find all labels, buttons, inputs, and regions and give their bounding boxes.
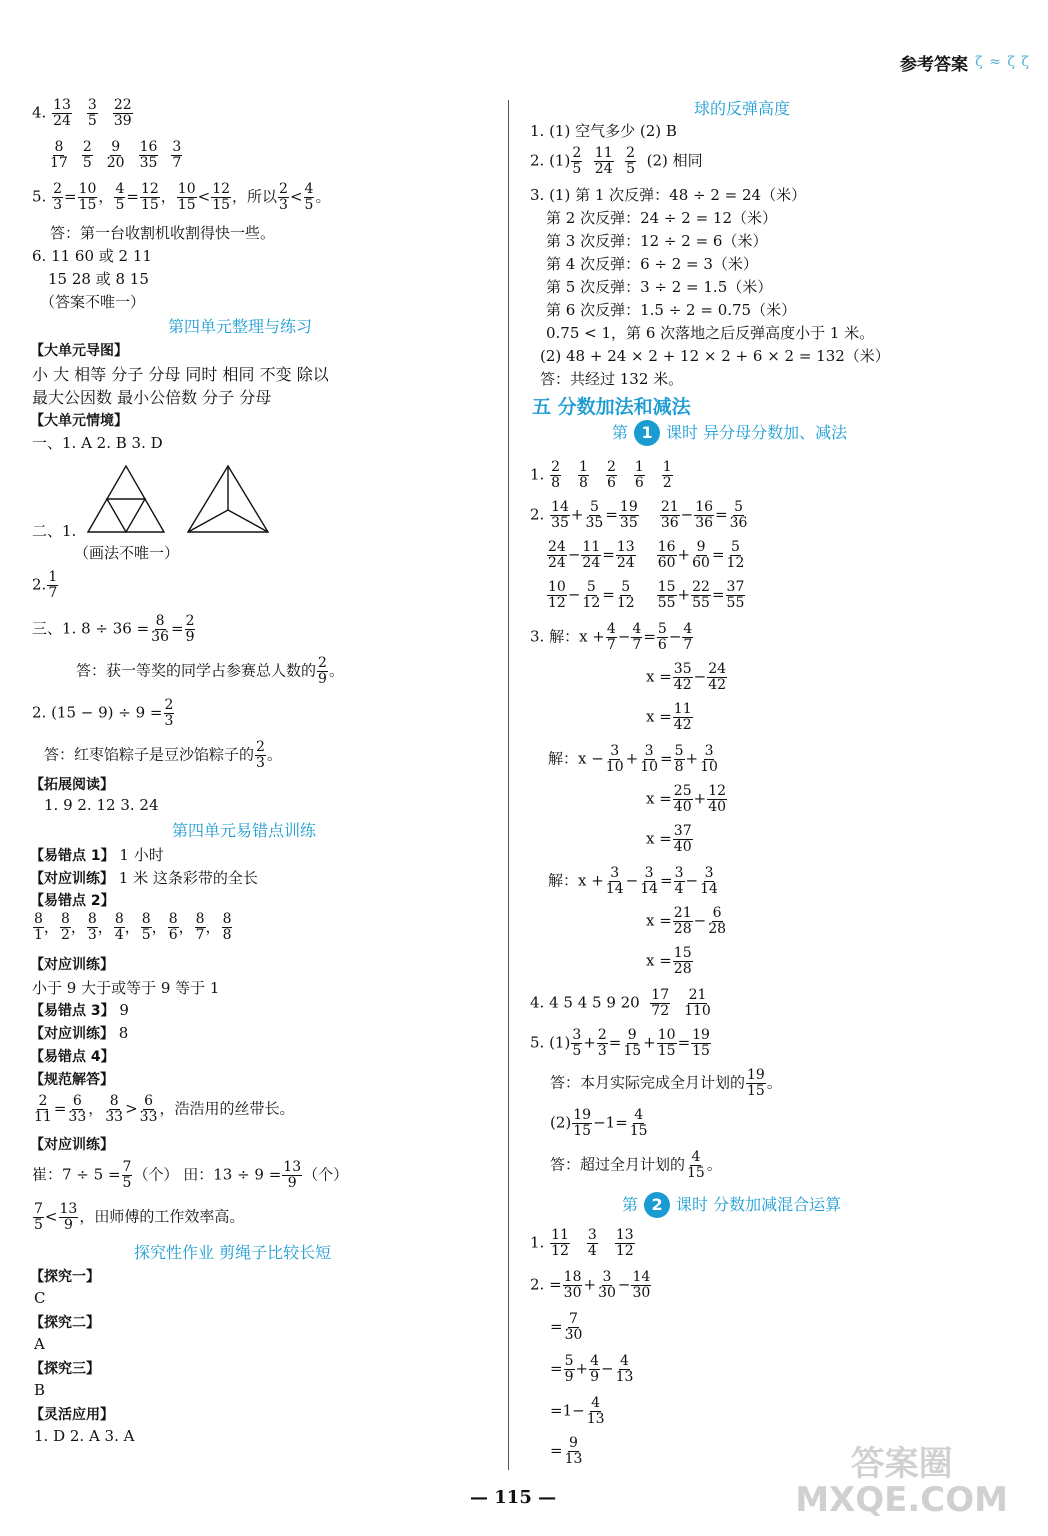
practice-2: 小于 9 大于或等于 9 等于 1 [32,979,220,997]
lesson1-q3a-step3: x = $\frac{11}{42}$ [646,701,692,733]
fraction: $\frac{3}{7}$ [172,139,182,171]
lesson1-q3c: 解：x + $\frac{3}{14}$ − $\frac{3}{14}$ = $\frac{3}{4}$ − $\frac{3}{14}$ [548,865,718,897]
left-q6-line3: （答案不唯一） [40,293,146,311]
triangle-drawings [84,462,274,536]
qingjing-1: 一、1. A 2. B 3. D [32,434,163,452]
fraction: $\frac{8}{6}$ [168,911,178,943]
lesson1-q2-row3: $\frac{10}{12}$ − $\frac{5}{12}$ = $\frac{5}{12}$ $\frac{15}{55}$ + $\frac{22}{55}$ = $\frac{37}{55}$ [548,579,745,611]
explore-2-answer: A [34,1335,45,1353]
error-point-3: 【易错点 3】 9 [30,1001,129,1019]
ball-q3-l7: (2) 48 + 24 × 2 + 12 × 2 + 6 × 2 = 132（米） [540,347,890,365]
lesson1-q5-1-answer: 答：本月实际完成全月计划的 $\frac{19}{15}$ 。 [550,1067,782,1099]
ball-q3-l0: 3. (1) 第 1 次反弹：48 ÷ 2 = 24（米） [530,186,807,204]
lesson1-q5-2: (2) $\frac{19}{15}$ −1= $\frac{4}{15}$ [550,1107,648,1139]
ball-q3-l5: 第 6 次反弹：1.5 ÷ 2 = 0.75（米） [546,301,797,319]
fraction: $\frac{8}{4}$ [114,911,124,943]
header-title: 参考答案 [900,55,968,75]
error-point-1: 【易错点 1】 1 小时 [30,846,164,864]
practice-3: 【对应训练】 8 [30,1024,129,1042]
tuozhan-answers: 1. 9 2. 12 3. 24 [44,796,159,814]
tag-daoyin: 【大单元导图】 [30,343,128,359]
daoyin-line2: 最大公因数 最小公倍数 分子 分母 [32,388,272,407]
qingjing-3-2: 2. (15 − 9) ÷ 9 = $\frac{2}{3}$ [32,697,174,729]
explore-1-answer: C [34,1289,46,1307]
tag-qingjing: 【大单元情境】 [30,413,128,429]
standard-answer: $\frac{2}{11}$ = $\frac{6}{33}$ ， $\frac{8}{33}$ > $\frac{6}{33}$ ，浩浩用的丝带长。 [34,1093,295,1125]
practice-2-tag: 【对应训练】 [30,957,114,973]
fraction: $\frac{17}{72}$ [651,987,670,1019]
qingjing-3-1-answer: 答：获一等奖的同学占参赛总人数的 $\frac{2}{9}$ 。 [76,655,344,687]
fraction: $\frac{8}{5}$ [141,911,151,943]
practice-4-compare: $\frac{7}{5}$ < $\frac{13}{9}$ ，田师傅的工作效率高。 [34,1201,245,1233]
fraction: $\frac{2}{5}$ [82,139,92,171]
qingjing-2-note: （画法不唯一） [74,544,180,562]
fraction: $\frac{13}{12}$ [615,1227,634,1259]
fraction: $\frac{22}{39}$ [113,97,132,129]
lesson1-q2-row2: $\frac{24}{24}$ − $\frac{11}{24}$ = $\frac{13}{24}$ $\frac{16}{60}$ + $\frac{9}{60}$ = $\frac{5}{12}$ [548,539,745,571]
lesson1-q5-2-answer: 答：超过全月计划的 $\frac{4}{15}$ 。 [550,1149,722,1181]
fraction: $\frac{16}{35}$ [139,139,158,171]
fraction: $\frac{1}{2}$ [662,459,672,491]
fraction: $\frac{1}{8}$ [579,459,588,491]
lesson1-q3b-step2: x = $\frac{25}{40}$ + $\frac{12}{40}$ [646,783,727,815]
ball-q3-l2: 第 3 次反弹：12 ÷ 2 = 6（米） [546,232,768,250]
ball-q3-l4: 第 5 次反弹：3 ÷ 2 = 1.5（米） [546,278,773,296]
fraction: $\frac{21}{110}$ [684,987,711,1019]
lesson2-q2-step1: 2. = $\frac{18}{30}$ + $\frac{3}{30}$ − $\frac{14}{30}$ [530,1269,651,1301]
lesson2-q2-step2: = $\frac{7}{30}$ [550,1311,583,1343]
lesson1-q2-row1: 2. $\frac{14}{35}$ + $\frac{5}{35}$ = $\frac{19}{35}$ $\frac{21}{36}$ − $\frac{16}{36}$ = $\frac{5}{36}$ [530,499,748,531]
qingjing-2-2: 2. $\frac{1}{7}$ [32,569,58,601]
lesson1-number-badge: 1 [634,420,660,446]
left-q4-row2 [48,140,194,171]
lesson1-q3c-step3: x = $\frac{15}{28}$ [646,945,692,977]
explore-1-tag: 【探究一】 [30,1269,100,1285]
lesson1-q1: 1. $\frac{2}{8}$ $\frac{1}{8}$ $\frac{2}{6}$ $\frac{1}{6}$ $\frac{1}{2}$ [530,459,672,491]
page-number: — 115 — [470,1487,557,1508]
fraction: $\frac{13}{24}$ [53,97,71,129]
practice-4-tag: 【对应训练】 [30,1137,114,1153]
fraction: $\frac{2}{6}$ [606,459,616,491]
fraction: $\frac{8}{7}$ [195,911,205,943]
lesson1-q3c-step2: x = $\frac{21}{28}$ − $\frac{6}{28}$ [646,905,727,937]
watermark: 答案圈 MXQE.COM [795,1444,1008,1520]
lesson1-q5-1: 5. (1) $\frac{3}{5}$ + $\frac{2}{3}$ = $\frac{9}{15}$ + $\frac{10}{15}$ = $\frac{19}{15}$ [530,1027,710,1059]
ball-q3-l1: 第 2 次反弹：24 ÷ 2 = 12（米） [546,209,778,227]
unit4-review-title: 第四单元整理与练习 [168,317,313,336]
ball-q3-l6: 0.75 < 1，第 6 次落地之后反弹高度小于 1 米。 [546,324,875,342]
lesson2-q2-step3: = $\frac{5}{9}$ + $\frac{4}{9}$ − $\frac{4}{13}$ [550,1353,634,1385]
fraction: $\frac{1}{6}$ [634,459,644,491]
lesson2-title: 第 2 课时 分数加减混合运算 [622,1192,841,1218]
ball-bounce-title: 球的反弹高度 [694,99,791,118]
fraction: $\frac{8}{8}$ [222,911,232,943]
practice-1: 【对应训练】 1 米 这条彩带的全长 [30,869,258,887]
explore-3-tag: 【探究三】 [30,1361,100,1377]
lesson1-q3b: 解：x − $\frac{3}{10}$ + $\frac{3}{10}$ = $\frac{5}{8}$ + $\frac{3}{10}$ [548,743,718,775]
lesson2-number-badge: 2 [644,1192,670,1218]
left-q4-row1: 4. $\frac{13}{24}$ $\frac{3}{5}$ $\frac{22}{39}$ [32,97,132,129]
lesson2-q2-step4: =1− $\frac{4}{13}$ [550,1395,605,1427]
lesson1-q4: 4. 4 5 4 5 9 20 $\frac{17}{72}$ $\frac{21}{110}$ [530,987,711,1019]
flexible-tag: 【灵活应用】 [30,1407,114,1423]
fraction: $\frac{3}{5}$ [87,97,97,129]
explore-title: 探究性作业 剪绳子比较长短 [134,1243,332,1262]
fraction: $\frac{8}{1}$ [34,911,43,943]
error-point-2: 【易错点 2】 [30,893,115,909]
fraction: $\frac{8}{3}$ [87,911,97,943]
explore-2-tag: 【探究二】 [30,1315,100,1331]
fraction: $\frac{3}{4}$ [587,1227,597,1259]
daoyin-line1: 小 大 相等 分子 分母 同时 相同 不变 除以 [32,365,329,384]
lesson2-q2-step5: = $\frac{9}{13}$ [550,1435,583,1467]
tag-tuozhan: 【拓展阅读】 [30,777,114,793]
unit4-error-title: 第四单元易错点训练 [172,821,317,840]
left-q5: 5. $\frac{2}{3}$ = $\frac{10}{15}$ ， $\frac{4}{5}$ = $\frac{12}{15}$ ， $\frac{10}{15}$ < $\frac{12}{15}$ ，所以 $\frac{2}{3}$ < $\frac{4}{5}$ 。 [32,181,331,213]
lesson1-title: 第 1 课时 异分母分数加、减法 [612,420,847,446]
fraction: $\frac{8}{17}$ [50,139,68,171]
left-q5-answer: 答：第一台收割机收割得快一些。 [50,224,276,242]
fraction: $\frac{2}{8}$ [551,459,561,491]
lesson1-q3a-step2: x = $\frac{35}{42}$ − $\frac{24}{42}$ [646,661,727,693]
header-decoration: ζ ≈ ζ ζ [975,54,1030,70]
ball-q1: 1. (1) 空气多少 (2) B [530,122,677,140]
qingjing-3-2-answer: 答：红枣馅粽子是豆沙馅粽子的 $\frac{2}{3}$ 。 [44,739,282,771]
fraction: $\frac{9}{20}$ [106,139,125,171]
left-q6-line1: 6. 11 60 或 2 11 [32,247,152,265]
ball-q2: 2. (1) $\frac{2}{5}$ $\frac{11}{24}$ $\frac{2}{5}$ (2) 相同 [530,145,703,177]
fraction: $\frac{11}{12}$ [551,1227,569,1259]
standard-answer-tag: 【规范解答】 [30,1072,114,1088]
fraction: $\frac{8}{2}$ [60,911,70,943]
lesson2-q1: 1. $\frac{11}{12}$ $\frac{3}{4}$ $\frac{13}{12}$ [530,1227,634,1259]
flexible-answers: 1. D 2. A 3. A [34,1427,135,1445]
lesson1-q3b-step3: x = $\frac{37}{40}$ [646,823,692,855]
unit5-title: 五 分数加法和减法 [532,396,691,418]
lesson1-q3a: 3. 解：x + $\frac{4}{7}$ − $\frac{4}{7}$ = $\frac{5}{6}$ − $\frac{4}{7}$ [530,621,693,653]
explore-3-answer: B [34,1381,46,1399]
column-divider [508,100,509,1470]
ball-q3-l8: 答：共经过 132 米。 [540,370,684,388]
qingjing-2-label: 二、1. [32,522,77,540]
practice-4: 崔：7 ÷ 5 = $\frac{7}{5}$ （个） 田：13 ÷ 9 = $\frac{13}{9}$ （个） [32,1159,349,1191]
ball-q3-l3: 第 4 次反弹：6 ÷ 2 = 3（米） [546,255,758,273]
left-q6-line2: 15 28 或 8 15 [48,270,149,288]
qingjing-3-1: 三、1. 8 ÷ 36 = $\frac{8}{36}$ = $\frac{2}{9}$ [32,613,195,645]
error-point-2-fractions: $\frac{8}{1}$ ， $\frac{8}{2}$ ， $\frac{8}{3}$ ， $\frac{8}{4}$ ， $\frac{8}{5}$ ， $\frac{8}{6}$ ， $\frac{8}{7}$ ， $\frac{8}{8}$ [34,911,232,943]
error-point-4: 【易错点 4】 [30,1049,115,1065]
